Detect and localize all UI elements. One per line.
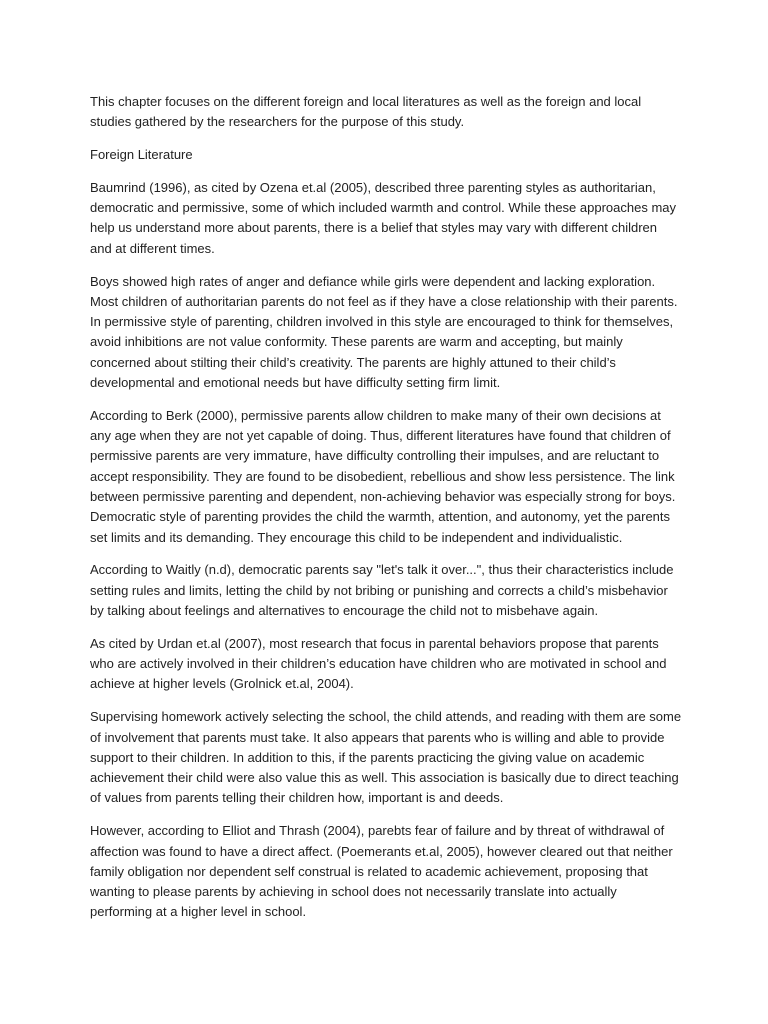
body-paragraph: However, according to Elliot and Thrash (2004), parebts fear of failure and by threat of withdrawal of affection was found to have a direct affect. (Poemerants et.al, 2005), however cleared out that neither family obligation nor dependent self construal is related to academic achievement, proposing that wanting to please parents by achieving in school does not necessarily translate into actually performing at a higher level in school. (90, 823, 673, 920)
body-paragraph: According to Berk (2000), permissive parents allow children to make many of their own decisions at any age when they are not yet capable of doing. Thus, different literatures have found that children of permissive parents are very immature, have difficulty controlling their impulses, and are reluctant to accept responsibility. They are found to be disobedient, rebellious and show less persistence. The link between permissive parenting and dependent, non-achieving behavior was especially strong for boys. Democratic style of parenting provides the child the warmth, attention, and autonomy, yet the parents set limits and its demanding. They encourage this child to be independent and individualistic. (90, 407, 676, 545)
body-paragraph: Boys showed high rates of anger and defiance while girls were dependent and lacking exploration. Most children of authoritarian parents do not feel as if they have a close relationship with their parents. In permissive style of parenting, children involved in this style are encouraged to think for themselves, avoid inhibitions are not value conformity. These parents are warm and accepting, but mainly concerned about stilting their child’s creativity. The parents are highly attuned to their child’s developmental and emotional needs but have difficulty setting firm limit. (90, 273, 678, 391)
body-paragraph: Baumrind (1996), as cited by Ozena et.al (2005), described three parenting styles as authoritarian, democratic and permissive, some of which included warmth and control. While these approaches may help us understand more about parents, there is a belief that styles may vary with different children and at different times. (90, 179, 676, 256)
body-paragraph: As cited by Urdan et.al (2007), most research that focus in parental behaviors propose that parents who are actively involved in their children’s education have children who are motivated in school and achieve at higher levels (Grolnick et.al, 2004). (90, 635, 667, 692)
intro-paragraph: This chapter focuses on the different foreign and local literatures as well as the foreign and local studies gathered by the researchers for the purpose of this study. (90, 94, 642, 130)
body-paragraph: According to Waitly (n.d), democratic parents say "let's talk it over...", thus their characteristics include setting rules and limits, letting the child by not bribing or punishing and corrects a child’s misbehavior by talking about feelings and alternatives to encourage the child not to misbehave again. (90, 562, 674, 619)
body-paragraph: Supervising homework actively selecting the school, the child attends, and reading with them are some of involvement that parents must take. It also appears that parents who is willing and able to provide support to their children. In addition to this, if the parents practicing the giving value on academic achievement their child were also value this as well. This association is basically due to direct teaching of values from parents telling their children how, important is and deeds. (90, 709, 682, 806)
section-heading: Foreign Literature (90, 147, 193, 163)
document-page (90, 92, 682, 935)
